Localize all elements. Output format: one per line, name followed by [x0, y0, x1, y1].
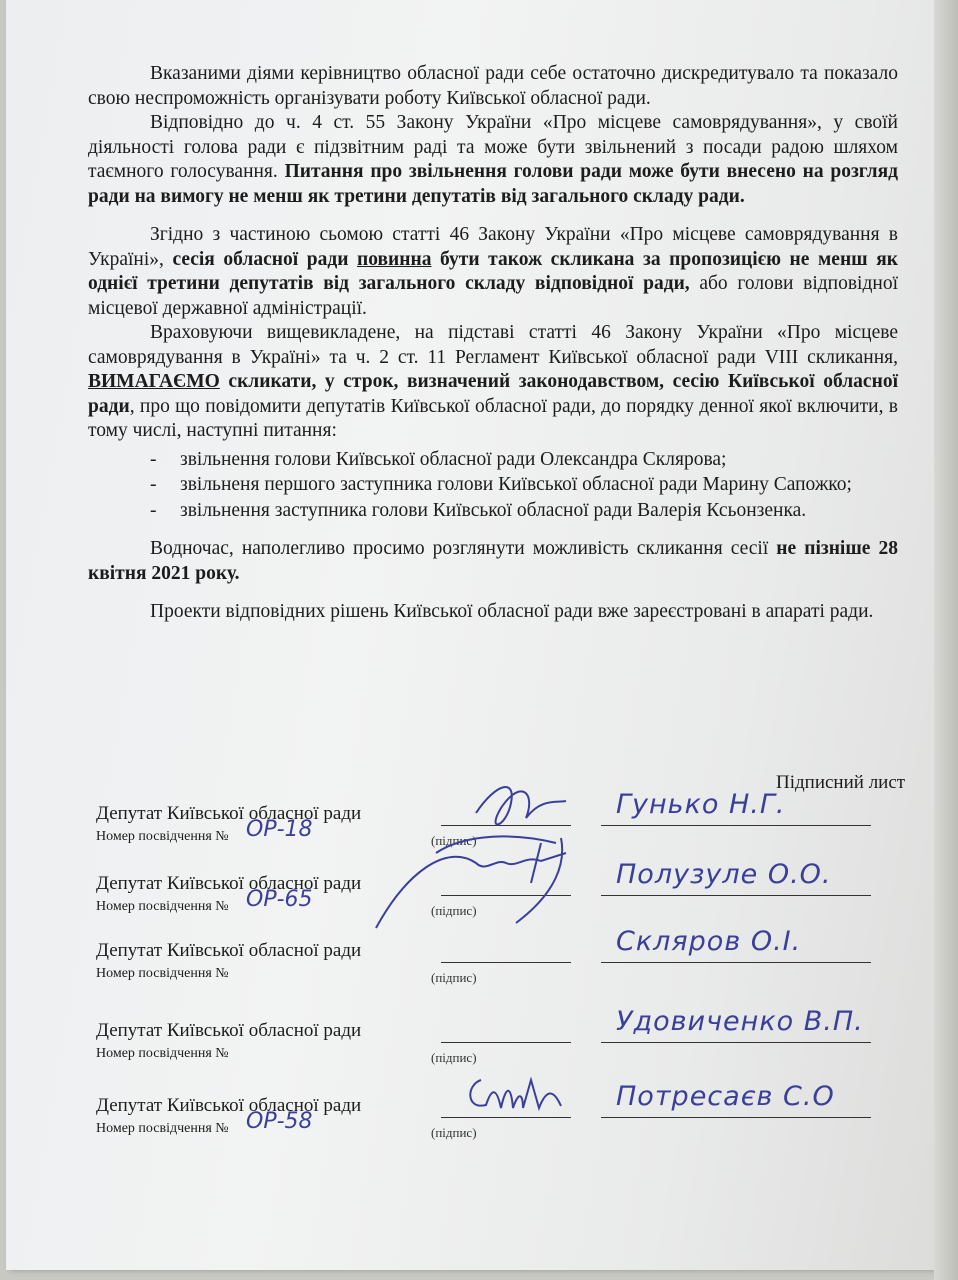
signature-caption: (підпис) [431, 970, 477, 985]
handwritten-signature [461, 1070, 571, 1120]
name-line [601, 825, 871, 826]
paragraph-5: Водночас, наполегливо просимо розглянути можливість скликання сесії не пізніше 28 квітня 2021 року. [88, 538, 899, 584]
cert-label: Номер посвідчення № [96, 829, 229, 844]
cert-label: Номер посвідчення № [96, 899, 229, 914]
paragraph-4: Враховуючи вищевикладене, на підставі статті 46 Закону України «Про місцеве самоврядування в Україні» та ч. 2 ст. 11 Регламент Київської обласної ради VIII скликання, ВИМАГАЄМО скликати, у строк, визначений законодавством, сесію Київської обласної ради, про що повідомити депутатів Київської обласної ради, до порядку денної якої включити, в тому числі, наступні питання: [88, 322, 898, 441]
signature-row [96, 1081, 896, 1155]
cert-label: Номер посвідчення № [96, 966, 229, 981]
cert-number: ОР-18 [246, 817, 313, 842]
role-label: Депутат Київської обласної ради [96, 940, 362, 961]
deputy-name: Удовиченко В.П. [616, 1006, 864, 1037]
handwritten-signature [366, 833, 606, 933]
signature-line [441, 962, 571, 963]
deputy-name: Потресаєв С.О [616, 1081, 835, 1112]
role-label: Депутат Київської обласної ради [96, 1020, 362, 1041]
role-label: Депутат Київської обласної ради [96, 873, 362, 894]
name-line [601, 962, 871, 963]
cert-number: ОР-65 [246, 887, 313, 912]
document-page [6, 0, 934, 1270]
paragraph-1: Вказаними діями керівництво обласної ради себе остаточно дискредитувало та показало свою неспроможність організувати роботу Київської обласної ради. [88, 63, 898, 109]
list-item: - звільнення голови Київської обласної ради Олександра Склярова; [88, 448, 898, 473]
deputy-name: Скляров О.І. [616, 926, 802, 957]
signature-caption: (підпис) [431, 1050, 477, 1065]
deputy-name: Полузуле О.О. [616, 859, 832, 890]
cert-label: Номер посвідчення № [96, 1046, 229, 1061]
signature-row [96, 859, 896, 933]
paragraph-2: Відповідно до ч. 4 ст. 55 Закону України «Про місцеве самоврядування», у своїй діяльності голова ради є підзвітним раді та може бути звільнений з посади радою шляхом таємного голосування. Питання про звільнення голови ради може бути внесено на розгляд ради на вимогу не менш як третини депутатів від загального складу ради. [88, 112, 899, 207]
role-label: Депутат Київської обласної ради [96, 803, 362, 824]
document-body [88, 62, 898, 625]
signature-caption: (підпис) [431, 903, 477, 918]
deputy-name: Гунько Н.Г. [616, 789, 786, 820]
name-line [601, 1117, 871, 1118]
signature-line [441, 1042, 571, 1043]
cert-number: ОР-58 [246, 1109, 313, 1134]
name-line [601, 895, 871, 896]
name-line [601, 1042, 871, 1043]
signature-row [96, 926, 896, 1000]
paragraph-3: Згідно з частиною сьомою статті 46 Закону України «Про місцеве самоврядування в Україні», сесія обласної ради повинна бути також скликана за пропозицією не менш як однієї третини депутатів від загального складу відповідної ради, або голови відповідної місцевої державної адміністрації. [88, 224, 898, 319]
agenda-list [88, 448, 898, 524]
list-item: - звільнення заступника голови Київської обласної ради Валерія Ксьонзенка. [88, 499, 898, 524]
paragraph-6: Проекти відповідних рішень Київської обласної ради вже зареєстровані в апараті ради. [150, 601, 874, 622]
signature-caption: (підпис) [431, 833, 477, 848]
page-edge [934, 0, 958, 1280]
list-item: - звільненя першого заступника голови Київської обласної ради Марину Сапожко; [88, 473, 898, 498]
role-label: Депутат Київської обласної ради [96, 1095, 362, 1116]
signature-caption: (підпис) [431, 1125, 477, 1140]
signature-sheet-title: Підписний лист [776, 772, 906, 793]
cert-label: Номер посвідчення № [96, 1121, 229, 1136]
